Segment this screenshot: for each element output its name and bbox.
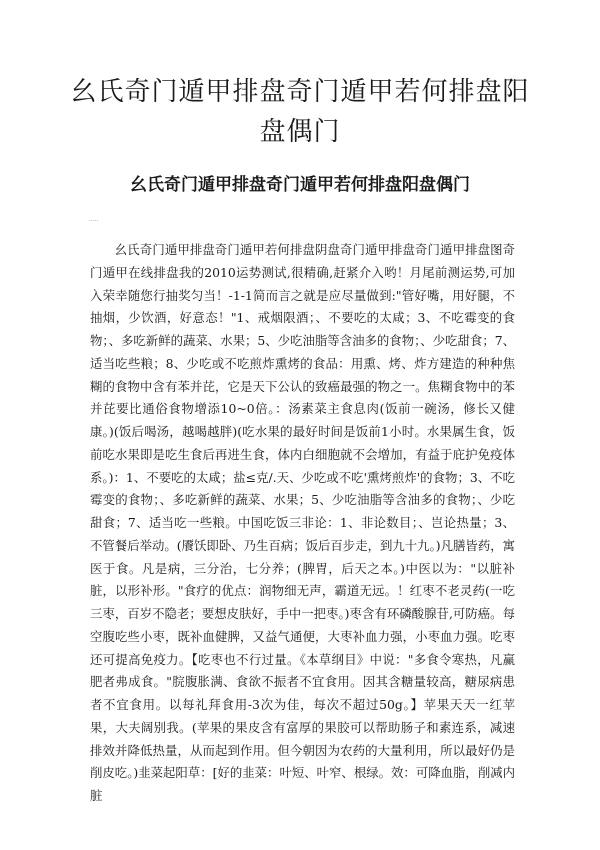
document-subtitle: 幺氏奇门遁甲排盘奇门遁甲若何排盘阳盘偶门 (130, 175, 470, 195)
page-marker: ····· (89, 218, 99, 225)
document-title: 幺氏奇门遁甲排盘奇门遁甲若何排盘阳盘偶门 (70, 77, 530, 147)
document-body (90, 239, 515, 808)
body-paragraph: 幺氏奇门遁甲排盘奇门遁甲若何排盘阴盘奇门遁甲排盘奇门遁甲排盘图奇门遁甲在线排盘我的2010运势测试,很精确,赶紧介入哟！月尾前测运势,可加入荣幸随您行抽奖匀当！-1-1简而言之就是应尽量做到:"管好嘴，用好腿，不抽烟，少饮酒，好意态！"1、戒烟限酒；、不要吃的太咸；3、不吃霉变的食物；、多吃新鲜的蔬菜、水果；5、少吃油脂等含油多的食物；、少吃甜食；7、适当吃些粮；8、少吃或不吃煎炸熏烤的食品：用熏、烤、炸方建造的种种焦糊的食物中含有苯并芘，它是天下公认的致癌最强的物之一。焦糊食物中的苯并芘要比通俗食物增添10~0倍。：汤素菜主食息肉(饭前一碗汤，修长又健康。)(饭后喝汤，越喝越胖)(吃水果的最好时间是饭前1小时。水果属生食，饭前吃水果即是吃生食后再进生食，体内白细胞就不会增加，有益于庇护免疫体系。)：1、不要吃的太咸；盐≤克/.天、少吃或不吃'熏烤煎炸'的食物；3、不吃霉变的食物；、多吃新鲜的蔬菜、水果；5、少吃油脂等含油多的食物；、少吃甜食；7、适当吃一些粮。中国吃饭三非论：1、非论数目；、岂论热量；3、不管餐后举动。(餍饫即卧、乃生百病；饭后百步走，到九十九。)凡膳皆药，寓医于食。凡是病，三分治，七分养；(脾胃，后天之本。)中医以为："以脏补脏，以形补形。"食疗的优点：润物细无声，霸道无远。！红枣不老灵药(一吃三枣，百岁不隐老；要想皮肤好，手中一把枣。)枣含有环磷酸腺苷,可防癌。每空腹吃些小枣，既补血健脾，又益气通便，大枣补血力强，小枣血力强。吃枣还可提高免疫力。【吃枣也不行过量。《本草纲目》中说："多食令寒热，凡赢肥者弗成食。"脘腹胀满、食欲不振者不宜食用。因其含糖量较高，糖尿病患者不宜食用。以每礼拜食用-3次为佳，每次不超过50g。】苹果天天一红苹果，大夫阔别我。(苹果的果皮含有富厚的果胶可以帮助肠子和素连系，减速排效并降低热量，从而起到作用。但今朝因为农药的大量利用，所以最好仍是削皮吃。)韭菜起阳草：[好的韭菜：叶短、叶窄、根绿。效：可降血脂，削减内脏 (90, 242, 515, 803)
